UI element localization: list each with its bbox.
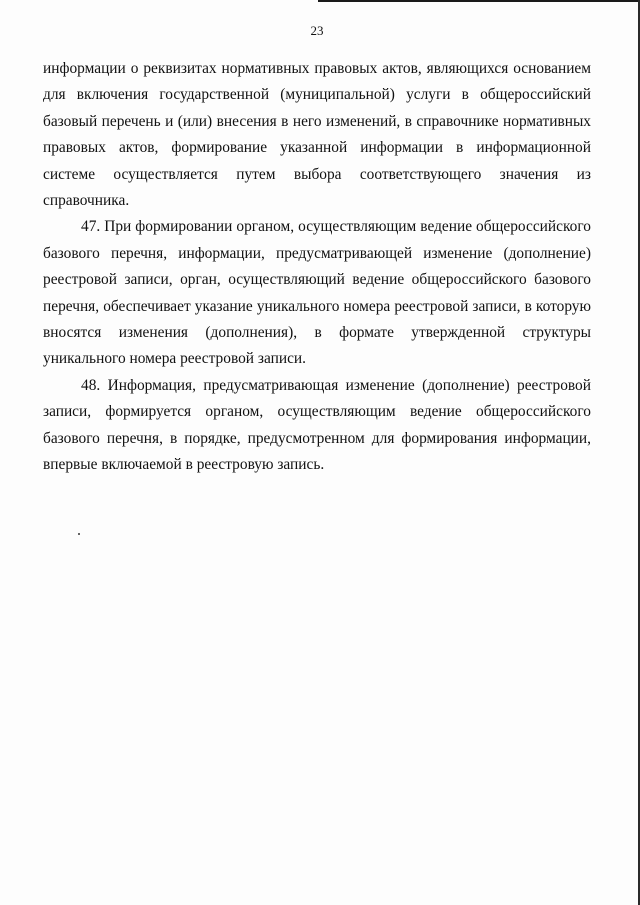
page-number: 23 bbox=[310, 23, 324, 38]
paragraph-text: информации о реквизитах нормативных правовых актов, являющихся основанием для включения государственной (муниципальной) услуги в общероссийский базовый перечень и (или) внесения в него изменений, в справочнике нормативных правовых актов, формирование указанной информации в информационной системе осуществляется путем выбора соответствующего значения из справочника. bbox=[43, 60, 591, 210]
paragraph-number: 48. bbox=[81, 376, 101, 394]
paragraph-48 bbox=[43, 373, 591, 479]
document-body bbox=[43, 56, 591, 479]
paragraph-continuation bbox=[43, 56, 591, 214]
paragraph-text: При формировании органом, осуществляющим ведение общероссийского базового перечня, информации, предусматривающей изменение (дополнение) реестровой записи, орган, осуществляющий ведение общероссийского базового перечня, обеспечивает указание уникального номера реестровой записи, в которую вносятся изменения (дополнения), в формате утвержденной структуры уникального номера реестровой записи. bbox=[43, 218, 591, 368]
scan-edge-top bbox=[318, 0, 640, 2]
scan-speck bbox=[78, 533, 80, 535]
paragraph-text: Информация, предусматривающая изменение (дополнение) реестровой записи, формируется органом, осуществляющим ведение общероссийского базового перечня, в порядке, предусмотренном для формирования информации, впервые включаемой в реестровую запись. bbox=[43, 376, 591, 474]
paragraph-number: 47. bbox=[81, 218, 101, 236]
paragraph-47 bbox=[43, 214, 591, 372]
